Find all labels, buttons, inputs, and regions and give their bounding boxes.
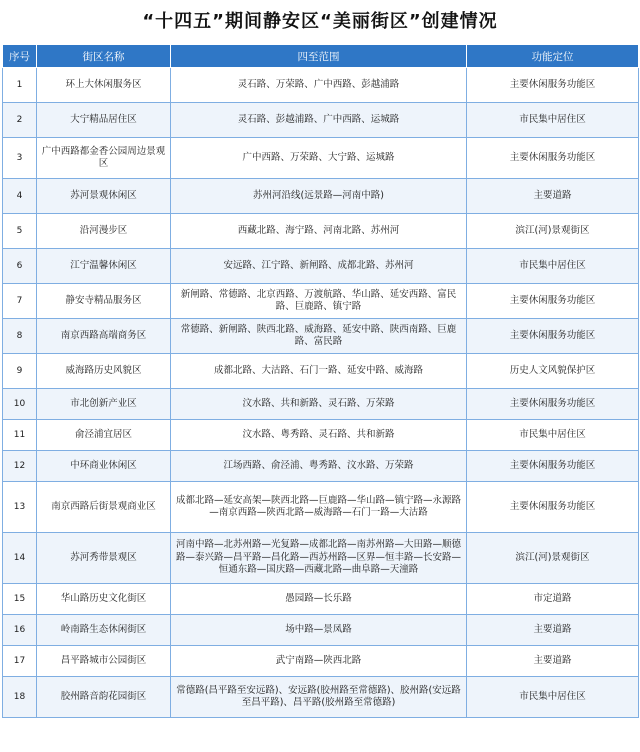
row-range: 河南中路—北苏州路—光复路—成都北路—南苏州路—大田路—顺德路—泰兴路—昌平路—昌化路—西苏州路—区界—恒丰路—长安路—恒通东路—国庆路—西藏北路—曲阜路—天潼路 — [171, 533, 467, 584]
row-range: 灵石路、彭越浦路、广中西路、运城路 — [171, 103, 467, 138]
row-range: 汶水路、共和新路、灵石路、万荣路 — [171, 389, 467, 420]
row-range: 西藏北路、海宁路、河南北路、苏州河 — [171, 214, 467, 249]
row-name: 威海路历史风貌区 — [37, 354, 171, 389]
table-row — [3, 615, 639, 646]
row-function: 主要道路 — [467, 646, 639, 677]
row-range: 广中西路、万荣路、大宁路、运城路 — [171, 138, 467, 179]
row-name: 胶州路音韵花园街区 — [37, 677, 171, 718]
row-no: 13 — [3, 482, 37, 533]
row-name: 南京西路后街景观商业区 — [37, 482, 171, 533]
table-row — [3, 138, 639, 179]
row-name: 南京西路高端商务区 — [37, 319, 171, 354]
row-function: 市民集中居住区 — [467, 103, 639, 138]
row-no: 11 — [3, 420, 37, 451]
row-function: 主要道路 — [467, 615, 639, 646]
row-function: 市民集中居住区 — [467, 677, 639, 718]
header-range: 四至范围 — [171, 45, 467, 68]
row-no: 7 — [3, 284, 37, 319]
row-function: 主要休闲服务功能区 — [467, 68, 639, 103]
row-range: 常德路(昌平路至安远路)、安远路(胶州路至常德路)、胶州路(安远路至昌平路)、昌平路(胶州路至常德路) — [171, 677, 467, 718]
row-name: 静安寺精品服务区 — [37, 284, 171, 319]
row-no: 16 — [3, 615, 37, 646]
row-function: 主要休闲服务功能区 — [467, 138, 639, 179]
row-function: 主要休闲服务功能区 — [467, 284, 639, 319]
table-row — [3, 284, 639, 319]
row-function: 滨江(河)景观街区 — [467, 214, 639, 249]
table-row — [3, 646, 639, 677]
page-title: “十四五”期间静安区“美丽街区”创建情况 — [142, 11, 498, 32]
row-name: 中环商业休闲区 — [37, 451, 171, 482]
row-name: 环上大休闲服务区 — [37, 68, 171, 103]
table-row — [3, 389, 639, 420]
row-name: 苏河景观休闲区 — [37, 179, 171, 214]
row-range: 汶水路、粤秀路、灵石路、共和新路 — [171, 420, 467, 451]
row-no: 8 — [3, 319, 37, 354]
row-no: 14 — [3, 533, 37, 584]
table-row — [3, 214, 639, 249]
table-row — [3, 584, 639, 615]
row-range: 武宁南路—陕西北路 — [171, 646, 467, 677]
row-no: 5 — [3, 214, 37, 249]
table-row — [3, 354, 639, 389]
row-function: 市定道路 — [467, 584, 639, 615]
row-no: 6 — [3, 249, 37, 284]
row-no: 10 — [3, 389, 37, 420]
table-row — [3, 482, 639, 533]
row-function: 市民集中居住区 — [467, 249, 639, 284]
row-function: 主要休闲服务功能区 — [467, 319, 639, 354]
table-row — [3, 420, 639, 451]
row-name: 苏河秀带景观区 — [37, 533, 171, 584]
row-no: 15 — [3, 584, 37, 615]
row-range: 苏州河沿线(远景路—河南中路) — [171, 179, 467, 214]
row-no: 1 — [3, 68, 37, 103]
row-name: 昌平路城市公园街区 — [37, 646, 171, 677]
row-range: 场中路—景凤路 — [171, 615, 467, 646]
row-name: 江宁温馨休闲区 — [37, 249, 171, 284]
row-function: 主要休闲服务功能区 — [467, 451, 639, 482]
row-range: 安远路、江宁路、新闸路、成都北路、苏州河 — [171, 249, 467, 284]
table-row — [3, 451, 639, 482]
row-function: 市民集中居住区 — [467, 420, 639, 451]
row-range: 江场西路、俞泾浦、粤秀路、汶水路、万荣路 — [171, 451, 467, 482]
table-row — [3, 677, 639, 718]
table-row — [3, 533, 639, 584]
row-no: 9 — [3, 354, 37, 389]
table-row — [3, 103, 639, 138]
row-name: 俞泾浦宜居区 — [37, 420, 171, 451]
district-table — [2, 44, 639, 718]
row-name: 华山路历史文化街区 — [37, 584, 171, 615]
table-row — [3, 249, 639, 284]
header-name: 街区名称 — [37, 45, 171, 68]
row-no: 17 — [3, 646, 37, 677]
row-range: 灵石路、万荣路、广中西路、彭越浦路 — [171, 68, 467, 103]
row-function: 滨江(河)景观街区 — [467, 533, 639, 584]
row-no: 18 — [3, 677, 37, 718]
header-function: 功能定位 — [467, 45, 639, 68]
row-range: 成都北路、大沽路、石门一路、延安中路、威海路 — [171, 354, 467, 389]
row-range: 新闸路、常德路、北京西路、万渡航路、华山路、延安西路、富民路、巨鹿路、镇宁路 — [171, 284, 467, 319]
row-name: 沿河漫步区 — [37, 214, 171, 249]
row-function: 主要休闲服务功能区 — [467, 482, 639, 533]
row-no: 3 — [3, 138, 37, 179]
row-name: 市北创新产业区 — [37, 389, 171, 420]
table-row — [3, 319, 639, 354]
row-no: 12 — [3, 451, 37, 482]
table-row — [3, 68, 639, 103]
row-function: 历史人文风貌保护区 — [467, 354, 639, 389]
table-row — [3, 179, 639, 214]
row-no: 2 — [3, 103, 37, 138]
row-function: 主要休闲服务功能区 — [467, 389, 639, 420]
row-range: 成都北路—延安高架—陕西北路—巨鹿路—华山路—镇宁路—永源路—南京西路—陕西北路—威海路—石门一路—大沽路 — [171, 482, 467, 533]
row-function: 主要道路 — [467, 179, 639, 214]
row-name: 岭南路生态休闲街区 — [37, 615, 171, 646]
row-no: 4 — [3, 179, 37, 214]
row-name: 大宁精品居住区 — [37, 103, 171, 138]
header-no: 序号 — [3, 45, 37, 68]
table-header-row — [3, 45, 639, 68]
row-range: 常德路、新闸路、陕西北路、威海路、延安中路、陕西南路、巨鹿路、富民路 — [171, 319, 467, 354]
row-range: 愚园路—长乐路 — [171, 584, 467, 615]
row-name: 广中西路都金香公园周边景观区 — [37, 138, 171, 179]
